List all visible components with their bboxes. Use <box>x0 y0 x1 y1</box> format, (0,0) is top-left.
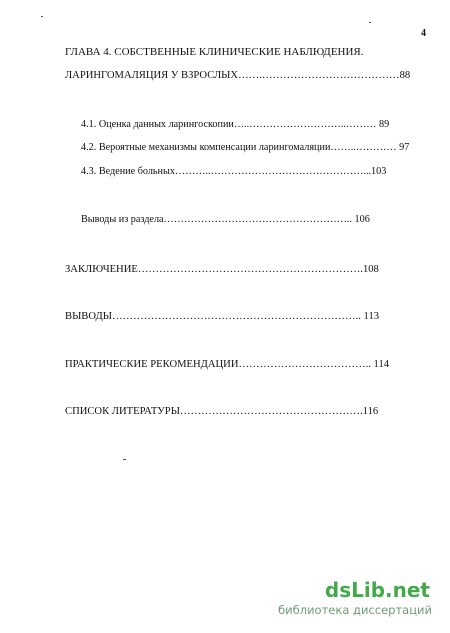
chapter-heading: ГЛАВА 4. СОБСТВЕННЫЕ КЛИНИЧЕСКИЕ НАБЛЮДЕНИЯ. <box>65 46 364 58</box>
toc-entry-conclusion: ЗАКЛЮЧЕНИЕ……………………………………………………….108 <box>65 264 379 275</box>
watermark-subtitle: библиотека диссертаций <box>278 603 432 617</box>
page-number: 4 <box>421 28 426 39</box>
toc-entry-4-3: 4.3. Ведение больных………..………………………………………...103 <box>81 166 387 177</box>
toc-entry-4-1: 4.1. Оценка данных ларингоскопии…..………………………..……… 89 <box>81 119 390 130</box>
scan-speck <box>41 16 43 17</box>
toc-entry-section-conclusions: Выводы из раздела……………………………………………….. 106 <box>81 214 370 225</box>
toc-entry-4-2: 4.2. Вероятные механизмы компенсации ларингомаляции……..………… 97 <box>81 142 410 153</box>
toc-entry-findings: ВЫВОДЫ…………………………………………………………….. 113 <box>65 311 380 322</box>
watermark-logo: dsLib.net <box>324 578 430 602</box>
toc-entry-recommendations: ПРАКТИЧЕСКИЕ РЕКОМЕНДАЦИИ……………………………….. 114 <box>65 359 390 370</box>
watermark <box>278 578 440 624</box>
toc-entry-references: СПИСОК ЛИТЕРАТУРЫ…………………………………………….116 <box>65 406 379 417</box>
scan-speck <box>123 459 126 460</box>
toc-entry-chapter-title: ЛАРИНГОМАЛЯЦИЯ У ВЗРОСЛЫХ…….…………………………………88 <box>65 70 411 81</box>
scan-speck <box>369 22 371 23</box>
